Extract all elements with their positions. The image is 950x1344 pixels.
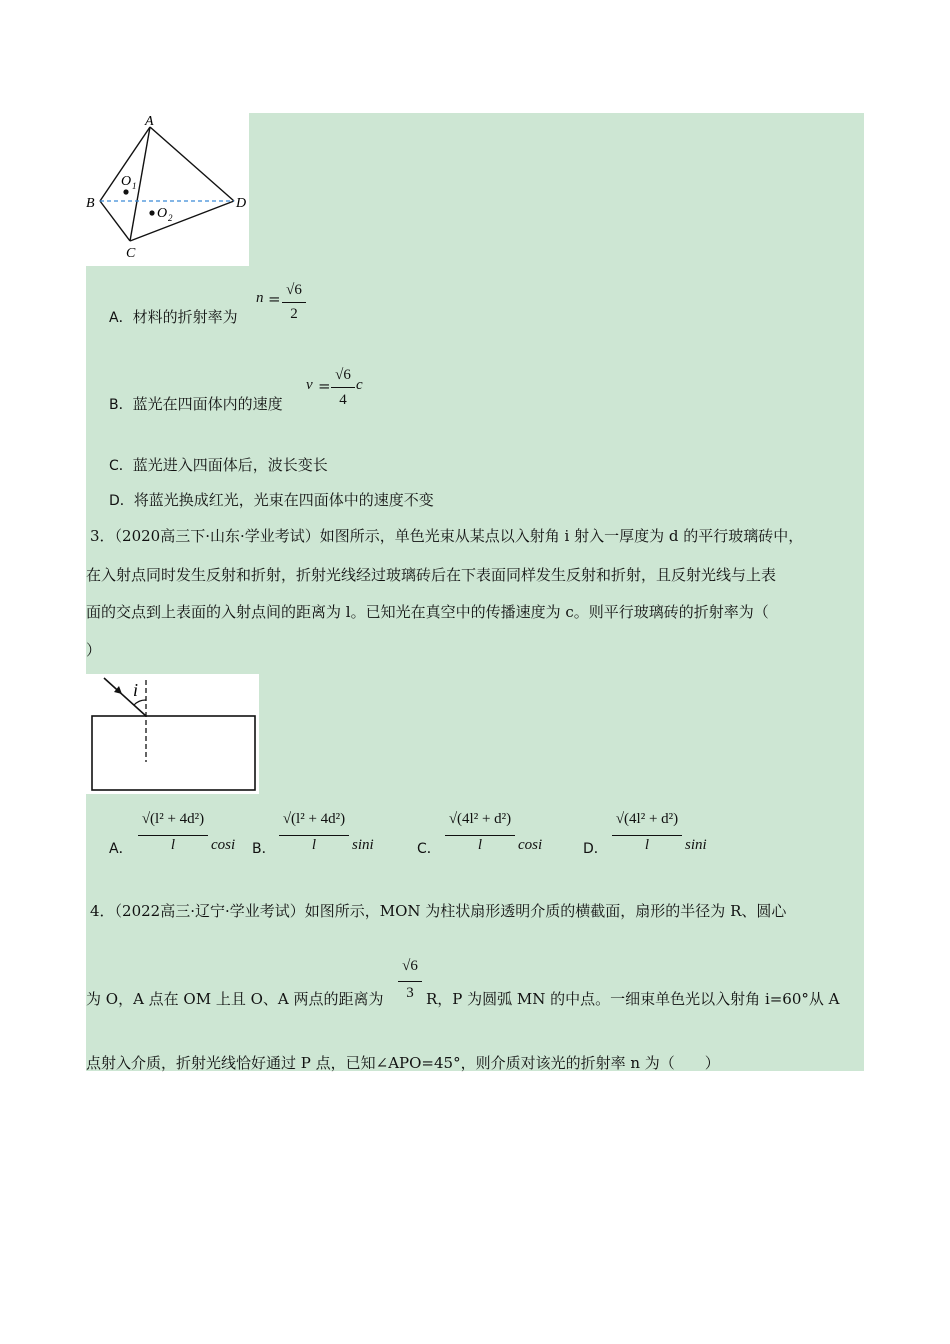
q4-frac-num: √6 xyxy=(402,958,418,974)
highlight-block-3 xyxy=(259,674,864,794)
option-b-frac-bar xyxy=(331,387,355,388)
q4-line-2b: R，P 为圆弧 MN 的中点。一细束单色光以入射角 i=60°从 A xyxy=(426,990,840,1008)
q3-option-c-bar xyxy=(445,835,515,836)
option-d[interactable] xyxy=(109,489,434,510)
q3-line-2: 在入射点同时发生反射和折射，折射光线经过玻璃砖后在下表面同样发生反射和折射，且反射光线与上表 xyxy=(86,566,777,584)
q4-frac-bar xyxy=(398,981,422,982)
label-d: D xyxy=(236,196,247,211)
q3-option-b-tail: sini xyxy=(352,837,374,853)
q3-option-d-num: √(4l² + d²) xyxy=(615,811,679,827)
q4-frac-den: 3 xyxy=(406,985,414,1001)
q3-option-c-letter: C． xyxy=(417,841,441,857)
option-a-den: 2 xyxy=(290,306,298,322)
q3-line-1: 3．（2020高三下·山东·学业考试）如图所示，单色光束从某点以入射角 i 射入一厚度为 d 的平行玻璃砖中， xyxy=(90,527,804,545)
q4-line-1: 4．（2022高三·辽宁·学业考试）如图所示，MON 为柱状扇形透明介质的横截面，扇形的半径为 R、圆心 xyxy=(90,902,787,920)
q3-option-d-tail: sini xyxy=(685,837,707,853)
q3-option-d-letter: D． xyxy=(583,841,608,857)
q3-option-b-num: √(l² + 4d²) xyxy=(282,811,346,827)
q3-option-b-den: l xyxy=(311,837,317,853)
option-a-var: n xyxy=(256,290,264,306)
q3-option-c-tail: cosi xyxy=(518,837,543,853)
option-b-den: 4 xyxy=(339,392,347,408)
q3-option-a-den: l xyxy=(170,837,176,853)
q3-option-c-num: √(4l² + d²) xyxy=(448,811,512,827)
option-b-num: √6 xyxy=(335,367,351,383)
q3-option-d-den: l xyxy=(644,837,650,853)
q3-line-3: 面的交点到上表面的入射点间的距离为 l。已知光在真空中的传播速度为 c。则平行玻璃砖的折射率为（ xyxy=(86,603,769,621)
option-a-letter: A． xyxy=(109,310,133,326)
incidence-angle-label: i xyxy=(133,680,139,700)
option-a-text: 材料的折射率为 xyxy=(132,308,238,326)
highlight-block-1 xyxy=(249,113,864,266)
option-d-text: 将蓝光换成红光，光束在四面体中的速度不变 xyxy=(133,491,434,509)
q3-option-a-num: √(l² + 4d²) xyxy=(141,811,205,827)
label-b: B xyxy=(86,196,95,211)
label-o1-sub: 1 xyxy=(132,181,137,191)
q3-option-d-bar xyxy=(612,835,682,836)
label-o1: O xyxy=(121,174,132,189)
q4-line-2a: 为 O，A 点在 OM 上且 O、A 两点的距离为 xyxy=(86,990,384,1008)
option-b-var: v xyxy=(306,377,313,393)
q3-option-a-letter: A． xyxy=(109,841,133,857)
q3-option-a-tail: cosi xyxy=(211,837,236,853)
option-b-eq: = xyxy=(318,377,331,395)
option-a-eq: = xyxy=(268,290,281,308)
option-c-letter: C． xyxy=(109,458,133,474)
option-b[interactable] xyxy=(109,393,283,414)
option-c-text: 蓝光进入四面体后，波长变长 xyxy=(132,456,328,474)
option-b-text: 蓝光在四面体内的速度 xyxy=(132,395,283,413)
label-c: C xyxy=(126,246,136,261)
tetrahedron-figure xyxy=(86,113,249,266)
option-d-letter: D． xyxy=(109,493,134,509)
option-a-frac-bar xyxy=(282,302,306,303)
label-o2-sub: 2 xyxy=(168,213,173,223)
q4-line-3: 点射入介质，折射光线恰好通过 P 点，已知∠APO=45°，则介质对该光的折射率 n 为（ ） xyxy=(86,1054,720,1072)
option-b-tail: c xyxy=(356,377,363,393)
q3-option-b-letter: B． xyxy=(252,841,276,857)
q3-option-b-bar xyxy=(279,835,349,836)
option-c[interactable] xyxy=(109,454,328,475)
q3-option-a-bar xyxy=(138,835,208,836)
glass-slab-figure xyxy=(86,674,259,794)
option-b-letter: B． xyxy=(109,397,133,413)
option-a[interactable] xyxy=(109,306,238,327)
label-o2: O xyxy=(157,206,168,221)
option-a-num: √6 xyxy=(286,282,302,298)
q3-option-c-den: l xyxy=(477,837,483,853)
label-a: A xyxy=(145,114,154,129)
q3-line-4: ） xyxy=(86,641,102,659)
